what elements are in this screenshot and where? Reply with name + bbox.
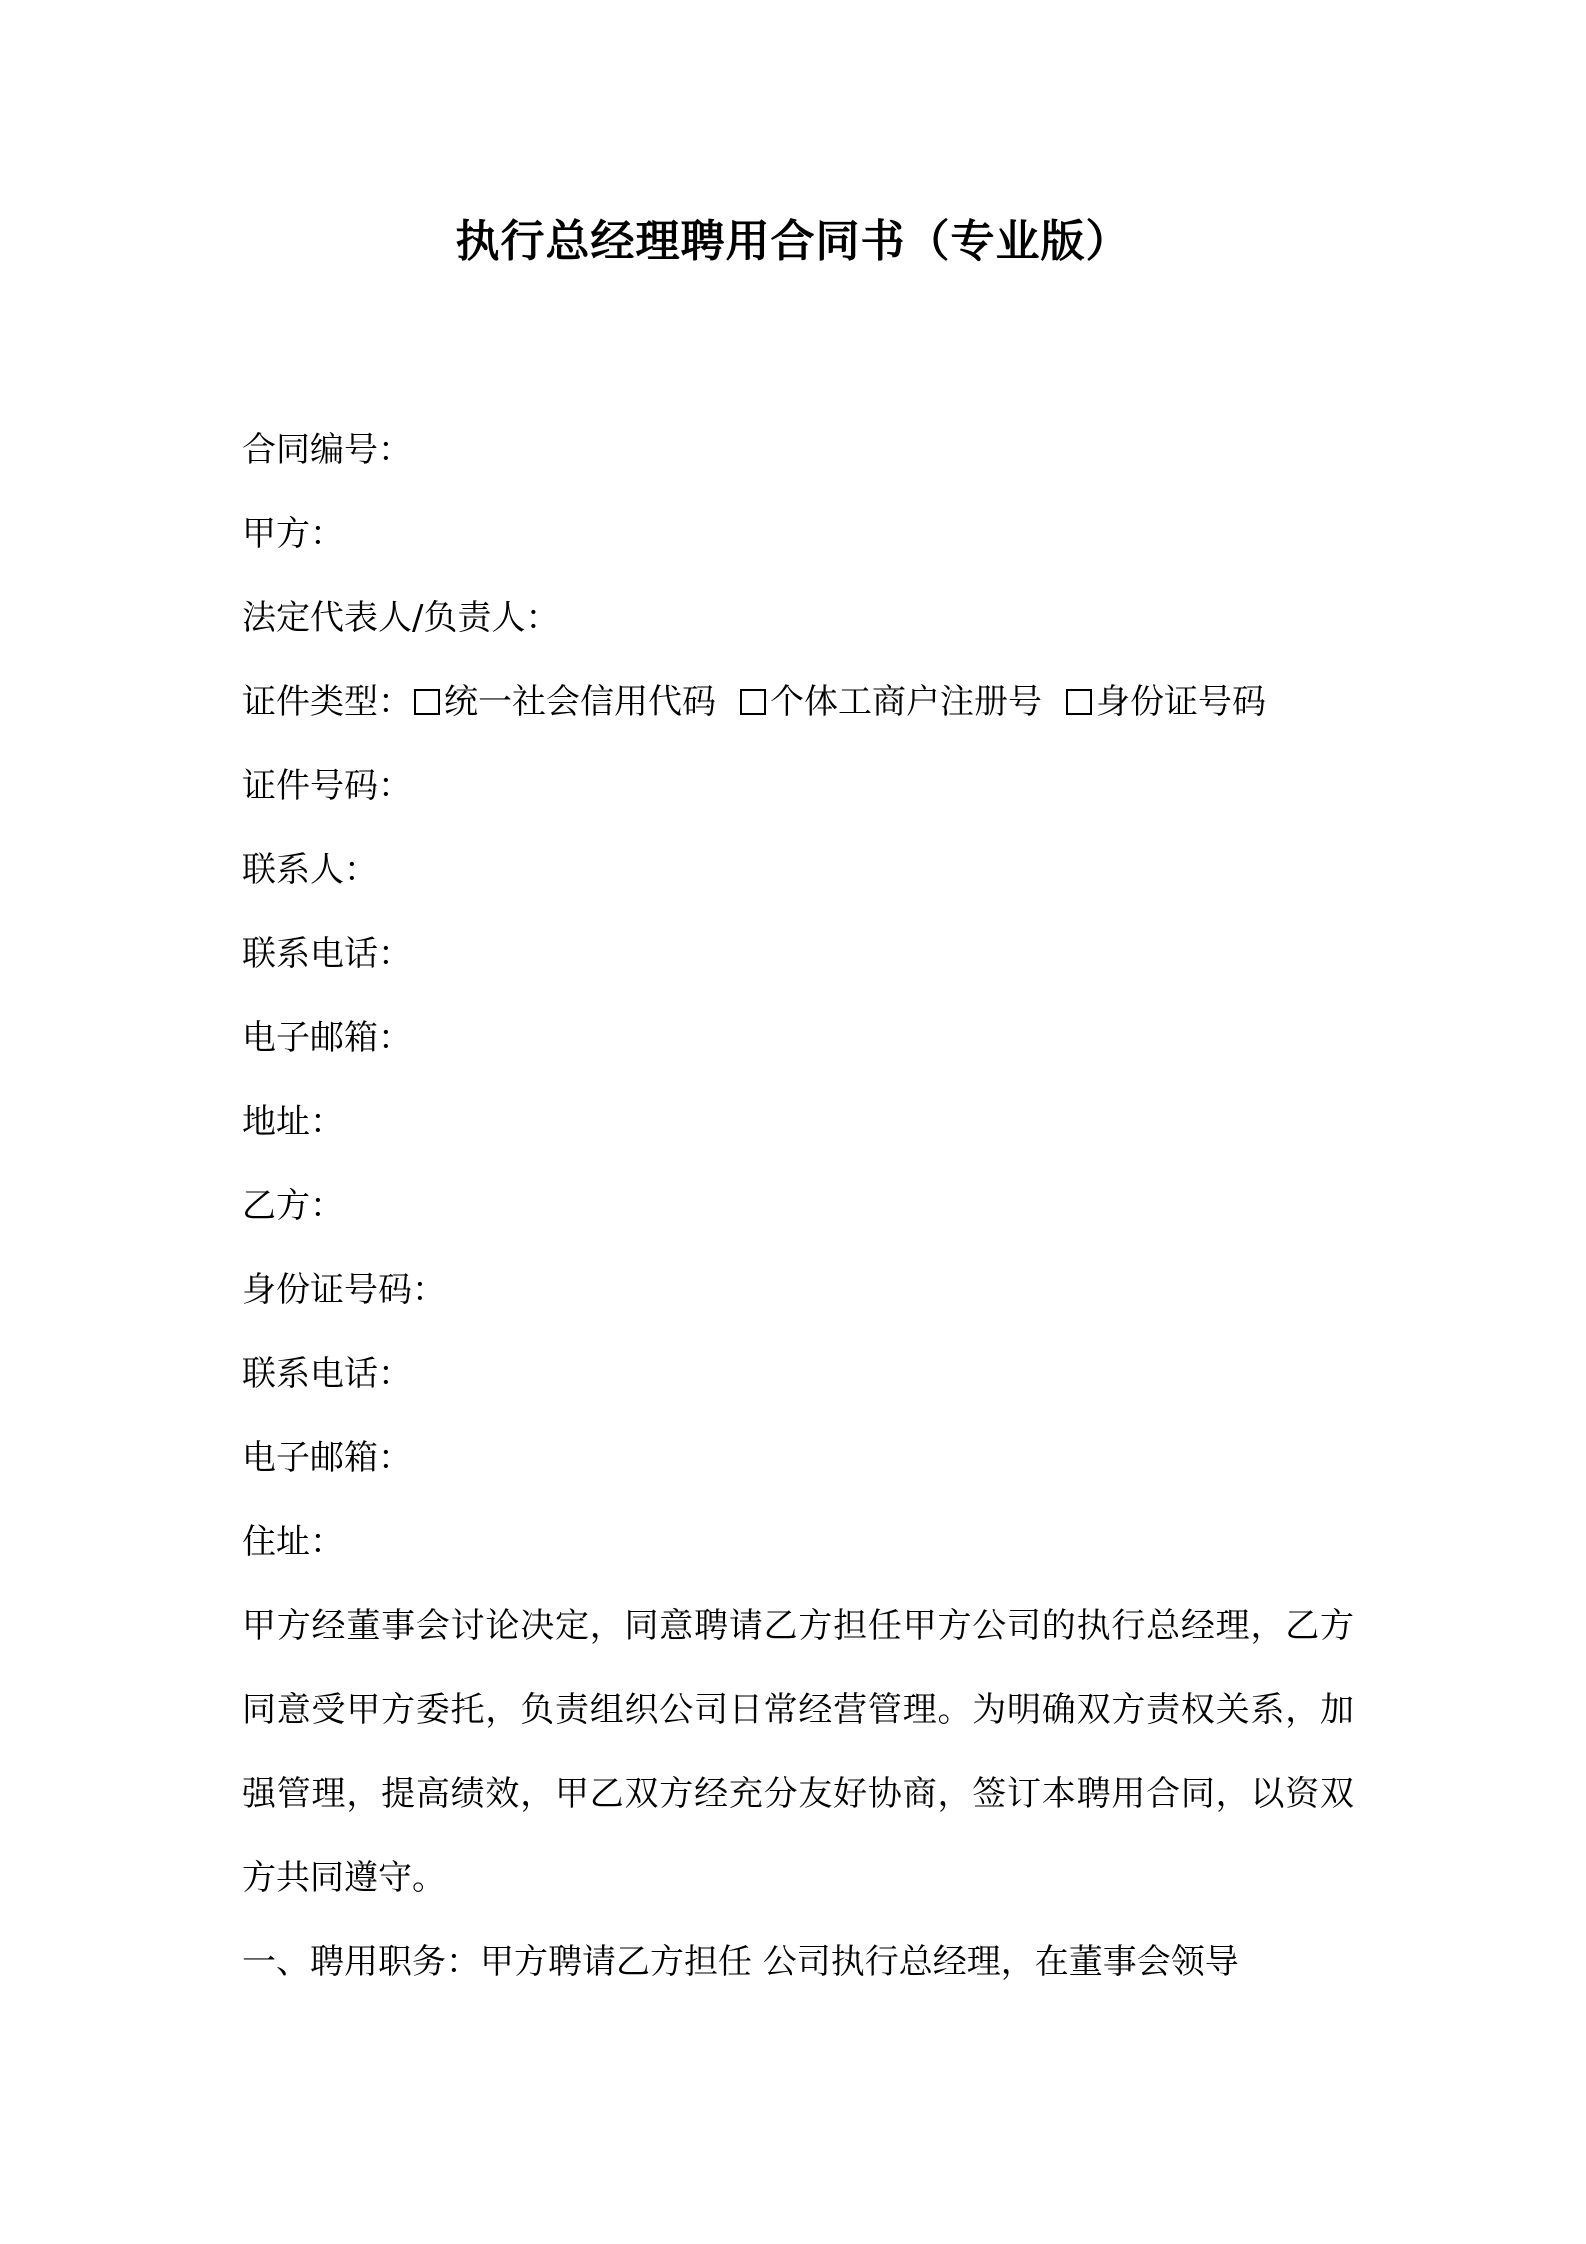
option-label: 身份证号码 [1096,682,1266,722]
party-b-residence-field: 住址： [242,1522,344,1562]
option-unified-credit-code[interactable] [412,660,716,744]
document-title: 执行总经理聘用合同书（专业版） [455,216,1131,267]
checkbox-icon[interactable] [414,689,440,715]
party-b-field: 乙方： [242,1186,344,1226]
clause-one: 一、聘用职务：甲方聘请乙方担任 公司执行总经理，在董事会领导 [242,1942,1239,1982]
checkbox-icon[interactable] [740,689,766,715]
intro-paragraph: 甲方经董事会讨论决定，同意聘请乙方担任甲方公司的执行总经理，乙方同意受甲方委托，负责组织公司日常经营管理。为明确双方责权关系，加强管理，提高绩效，甲乙双方经充分友好协商，签订本聘用合同，以资双方共同遵守。 [242,1606,1354,1898]
party-a-phone-field: 联系电话： [242,934,412,974]
certificate-type-row [242,660,1354,744]
option-business-registration[interactable] [738,660,1042,744]
contact-person-field: 联系人： [242,850,378,890]
party-a-field: 甲方： [242,514,344,554]
option-id-card[interactable] [1064,660,1266,744]
party-a-address-field: 地址： [242,1102,344,1142]
party-b-email-field: 电子邮箱： [242,1438,412,1478]
option-label: 个体工商户注册号 [770,682,1042,722]
legal-representative-field: 法定代表人/负责人： [242,598,560,638]
party-b-phone-field: 联系电话： [242,1354,412,1394]
checkbox-icon[interactable] [1066,689,1092,715]
party-a-email-field: 电子邮箱： [242,1018,412,1058]
certificate-number-field: 证件号码： [242,766,412,806]
party-b-id-number-field: 身份证号码： [242,1270,446,1310]
certificate-type-label: 证件类型： [242,682,412,722]
document-body [242,408,1354,2004]
contract-number-field: 合同编号： [242,430,412,470]
option-label: 统一社会信用代码 [444,682,716,722]
